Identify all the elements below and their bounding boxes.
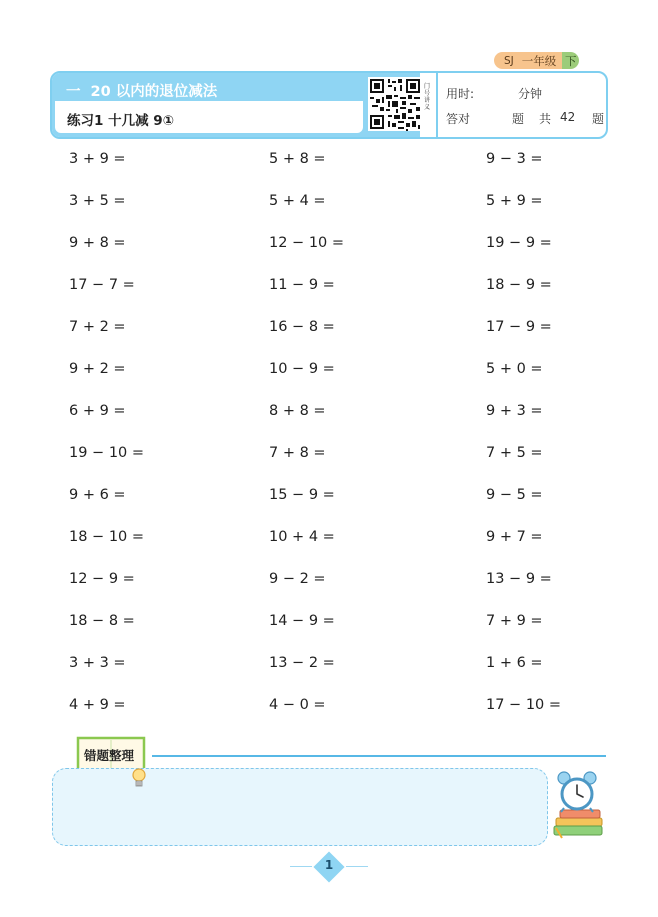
problem-col3-3[interactable]: 19 − 9 = — [486, 235, 552, 251]
alarm-clock-books-icon — [552, 768, 606, 840]
problem-col1-9[interactable]: 9 + 6 = — [69, 487, 126, 503]
problem-col2-10[interactable]: 10 + 4 = — [269, 529, 335, 545]
problem-col1-12[interactable]: 18 − 8 = — [69, 613, 135, 629]
page-number-line-left — [290, 866, 312, 867]
problem-col3-4[interactable]: 18 − 9 = — [486, 277, 552, 293]
total-label: 共 — [539, 112, 552, 126]
problem-col1-7[interactable]: 6 + 9 = — [69, 403, 126, 419]
time-unit: 分钟 — [518, 87, 543, 101]
total-count: 42 — [560, 110, 576, 124]
problem-col3-1[interactable]: 9 − 3 = — [486, 151, 543, 167]
worksheet-header — [50, 71, 608, 139]
problem-col2-3[interactable]: 12 − 10 = — [269, 235, 345, 251]
problem-col1-3[interactable]: 9 + 8 = — [69, 235, 126, 251]
grade-badge-body — [494, 52, 562, 69]
time-stat — [446, 85, 543, 102]
problem-col2-11[interactable]: 9 − 2 = — [269, 571, 326, 587]
time-label: 用时: — [446, 87, 475, 101]
problem-col3-8[interactable]: 7 + 5 = — [486, 445, 543, 461]
lightbulb-icon — [130, 766, 148, 790]
correct-unit: 题 — [512, 112, 525, 126]
problem-col3-9[interactable]: 9 − 5 = — [486, 487, 543, 503]
problem-col1-8[interactable]: 19 − 10 = — [69, 445, 145, 461]
problem-col1-4[interactable]: 17 − 7 = — [69, 277, 135, 293]
problem-col2-6[interactable]: 10 − 9 = — [269, 361, 335, 377]
problem-col2-8[interactable]: 7 + 8 = — [269, 445, 326, 461]
problem-col1-11[interactable]: 12 − 9 = — [69, 571, 135, 587]
chapter-title — [66, 80, 217, 101]
problem-col3-12[interactable]: 7 + 9 = — [486, 613, 543, 629]
problem-col3-6[interactable]: 5 + 0 = — [486, 361, 543, 377]
problem-col2-7[interactable]: 8 + 8 = — [269, 403, 326, 419]
mistakes-title: 错题整理 — [84, 748, 135, 763]
problem-col1-2[interactable]: 3 + 5 = — [69, 193, 126, 209]
problem-col3-7[interactable]: 9 + 3 = — [486, 403, 543, 419]
problem-col1-14[interactable]: 4 + 9 = — [69, 697, 126, 713]
problem-col1-10[interactable]: 18 − 10 = — [69, 529, 145, 545]
mistakes-writing-area[interactable] — [52, 768, 548, 846]
problem-col3-13[interactable]: 1 + 6 = — [486, 655, 543, 671]
lesson-box — [55, 101, 363, 133]
problem-col2-4[interactable]: 11 − 9 = — [269, 277, 335, 293]
correct-label: 答对 — [446, 112, 471, 126]
problem-col1-6[interactable]: 9 + 2 = — [69, 361, 126, 377]
qr-code-icon[interactable] — [368, 77, 422, 131]
problem-col3-11[interactable]: 13 − 9 = — [486, 571, 552, 587]
page-number: 1 — [324, 858, 334, 872]
problem-col2-5[interactable]: 16 − 8 = — [269, 319, 335, 335]
problem-col1-1[interactable]: 3 + 9 = — [69, 151, 126, 167]
problem-col1-13[interactable]: 3 + 3 = — [69, 655, 126, 671]
page-number-line-right — [346, 866, 368, 867]
total-unit: 题 — [592, 112, 605, 126]
problem-col3-14[interactable]: 17 − 10 = — [486, 697, 562, 713]
problem-col1-5[interactable]: 7 + 2 = — [69, 319, 126, 335]
problem-col2-14[interactable]: 4 − 0 = — [269, 697, 326, 713]
edition-code: SJ — [504, 54, 514, 67]
problem-col3-2[interactable]: 5 + 9 = — [486, 193, 543, 209]
qr-label: 门号讲义 — [424, 83, 431, 111]
problem-col2-1[interactable]: 5 + 8 = — [269, 151, 326, 167]
problem-col2-13[interactable]: 13 − 2 = — [269, 655, 335, 671]
problem-col2-2[interactable]: 5 + 4 = — [269, 193, 326, 209]
grade-badge — [494, 52, 579, 69]
header-stats-panel — [436, 73, 608, 137]
grade-label: 一年级 — [521, 53, 557, 68]
problem-col2-9[interactable]: 15 − 9 = — [269, 487, 335, 503]
problem-col3-10[interactable]: 9 + 7 = — [486, 529, 543, 545]
problem-col2-12[interactable]: 14 − 9 = — [269, 613, 335, 629]
term-label: 下 — [562, 52, 579, 69]
mistakes-divider — [152, 755, 606, 757]
chapter-number: 一 — [66, 84, 81, 100]
lesson-title: 练习1 十几减 9① — [67, 113, 175, 129]
problem-col3-5[interactable]: 17 − 9 = — [486, 319, 552, 335]
header-title-panel — [52, 73, 420, 137]
chapter-name: 20 以内的退位减法 — [90, 84, 218, 100]
correct-stat — [446, 110, 605, 127]
